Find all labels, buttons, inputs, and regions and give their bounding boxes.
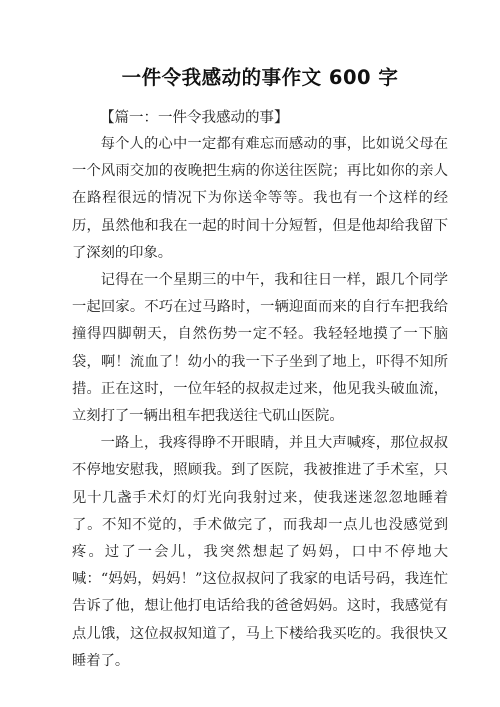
- paragraph-1: 每个人的心中一定都有难忘而感动的事，比如说父母在一个风雨交加的夜晚把生病的你送往医院；再比如你的亲人在路程很远的情况下为你送伞等等。我也有一个这样的经历，虽然他和我在一起的时间十分短暂，但是他却给我留下了深刻的印象。: [72, 136, 448, 261]
- section-heading: 【篇一：一件令我感动的事】: [100, 110, 289, 126]
- paragraph-3: 一路上，我疼得睁不开眼睛，并且大声喊疼，那位叔叔不停地安慰我，照顾我。到了医院，我被推进了手术室，只见十几盏手术灯的灯光向我射过来，使我迷迷忽忽地睡着了。不知不觉的，手术做完了，而我却一点儿也没感觉到疼。过了一会儿，我突然想起了妈妈，口中不停地大喊：“妈妈，妈妈！”这位叔叔问了我家的电话号码，我连忙告诉了他，想让他打电话给我的爸爸妈妈。这时，我感觉有点儿饿，这位叔叔知道了，马上下楼给我买吃的。我很快又睡着了。: [72, 435, 448, 669]
- document-title: 一件令我感动的事作文 600 字: [121, 66, 399, 89]
- paragraph-2: 记得在一个星期三的中午，我和往日一样，跟几个同学一起回家。不巧在过马路时，一辆迎面而来的自行车把我给撞得四脚朝天，自然伤势一定不轻。我轻轻地摸了一下脑袋，啊！流血了！幼小的我一下子坐到了地上，吓得不知所措。正在这时，一位年轻的叔叔走过来，他见我头破血流，立刻打了一辆出租车把我送往弋矶山医院。: [72, 272, 448, 425]
